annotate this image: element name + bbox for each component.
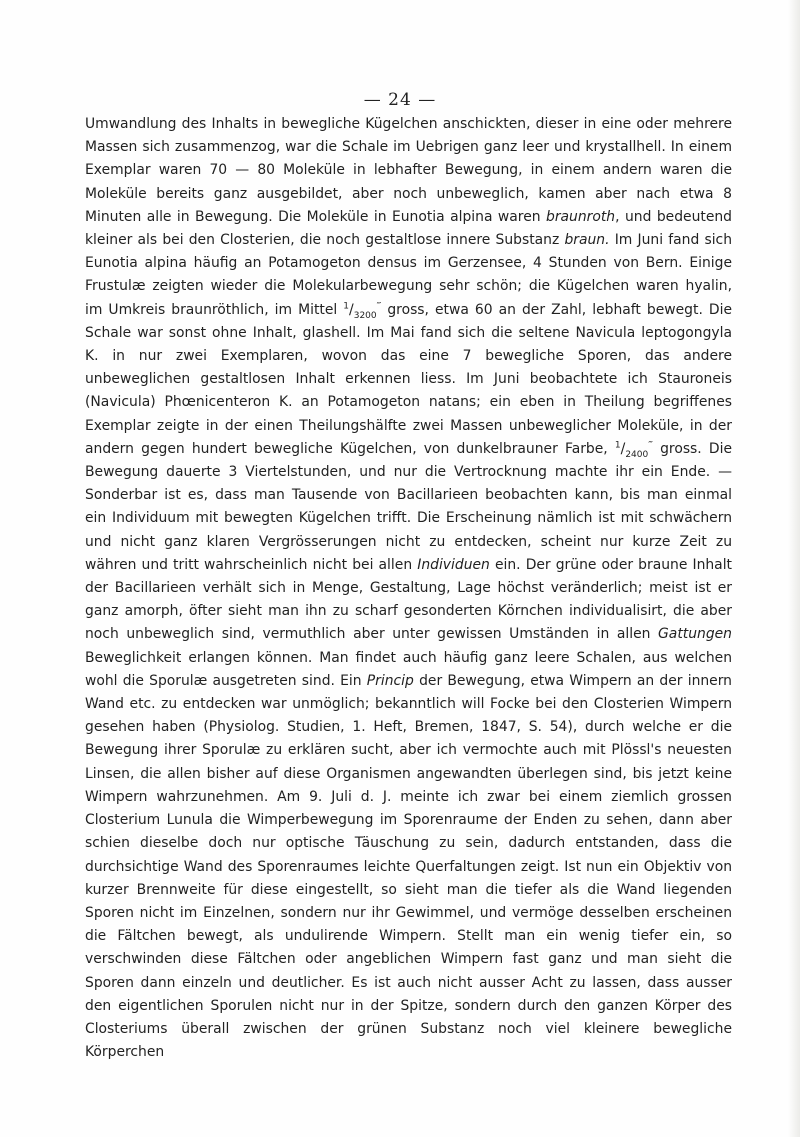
italic-term-braun: braun. — [564, 232, 610, 249]
fraction-denominator: 2400 — [625, 449, 649, 460]
fraction-numerator: 1 — [343, 301, 350, 311]
italic-term-princip: Princip — [366, 672, 414, 689]
text-run: Im Juni fand sich Eunotia alpina häufig an Potamogeton densus im Gerzensee, 4 Stunden von Bern. Einige Frustulæ zeigten wieder die Molekularbewegung sehr schön; die Kügelchen waren hyalin, im Umkreis braunröthlich, im Mittel — [85, 232, 732, 318]
page-edge-shadow — [788, 0, 800, 1137]
text-run: Umwandlung des Inhalts in bewegliche Kügelchen anschickten, dieser in eine oder mehrere Massen sich zusammenzog, war die Schale im Uebrigen ganz leer und krystallhell. In einem Exemplar waren 70 — 80 Moleküle in lebhafter Bewegung, in einem andern waren die Moleküle bereits ganz ausgebildet, aber noch unbeweglich, kamen aber nach etwa 8 Minuten alle in Bewegung. Die Moleküle in Eunotia alpina waren — [85, 116, 732, 225]
text-run: , und bedeutend kleiner als bei den Closterien, die noch gestaltlose innere Substanz — [85, 208, 732, 249]
text-run: ein. Der grüne oder braune Inhalt der Bacillarieen verhält sich in Menge, Gestaltung, Lage höchst veränderlich; meist ist er ganz amorph, öfter sieht man ihn zu scharf gesonderten Körnchen individualisirt, die aber noch unbeweglich sind, vermuthlich aber unter gewissen Umständen in allen — [85, 556, 732, 643]
text-run: gross. Die Bewegung dauerte 3 Viertelstunden, und nur die Vertrocknung machte ihr ein Ende. — Sonderbar ist es, dass man Tausende von Bacillarieen beobachten kann, bis man einmal ein Individuum mit bewegten Kügelchen trifft. Die Erscheinung nämlich ist mit schwächern und nicht ganz klaren Vergrösserungen nicht zu entdecken, scheint nur kurze Zeit zu währen und tritt wahrscheinlich nicht bei allen — [85, 440, 732, 573]
text-run: gross, etwa 60 an der Zahl, lebhaft bewegt. Die Schale war sonst ohne Inhalt, glashell. Im Mai fand sich die seltene Navicula leptogongyla K. in nur zwei Exemplaren, wovon das eine 7 bewegliche Sporen, das andere unbeweglichen gestaltlosen Inhalt erkennen liess. Im Juni beobachtete ich Stauroneis (Navicula) Phœnicenteron K. an Potamogeton natans; ein eben in Theilung begriffenes Exemplar zeigte in der einen Theilungshälfte zwei Massen unbeweglicher Moleküle, in der andern gegen hundert bewegliche Kügelchen, von dunkelbrauner Farbe, — [85, 301, 732, 457]
fraction-size-1: $^1/_{3200}^‴$ — [343, 301, 382, 321]
italic-term-individuen: Individuen — [417, 556, 490, 573]
text-run: der Bewegung, etwa Wimpern an der innern Wand etc. zu entdecken war unmöglich; bekanntlich will Focke bei den Closterien Wimpern gesehen haben (Physiolog. Studien, 1. Heft, Bremen, 1847, S. 54), durch welche er die Bewegung ihrer Sporulæ zu erklären sucht, aber ich vermochte auch mit Plössl's neuesten Linsen, die allen bisher auf diese Organismen angewandten überlegen sind, bis jetzt keine Wimpern wahrzunehmen. Am 9. Juli d. J. meinte ich zwar bei einem ziemlich grossen Closterium Lunula die Wimperbewegung im Sporenraume der Enden zu sehen, dann aber schien dieselbe doch nur optische Täuschung zu sein, dadurch entstanden, dass die durchsichtige Wand des Sporenraumes leichte Querfaltungen zeigt. Ist nun ein Objektiv von kurzer Brennweite für diese eingestellt, so sieht man die tiefer als die Wand liegenden Sporen nicht im Einzelnen, sondern nur ihr Gewimmel, und vermöge desselben erscheinen die Fältchen bewegt, als undulirende Wimpern. Stellt man ein wenig tiefer ein, so verschwinden diese Fältchen oder angeblichen Wimpern fast ganz und man sieht die Sporen dann einzeln und deutlicher. Es ist auch nicht ausser Acht zu lassen, dass ausser den eigentlichen Sporulen nicht nur in der Spitze, sondern durch den ganzen Körper des Closteriums überall zwischen der grünen Substanz noch viel kleinere bewegliche Körperchen — [85, 672, 732, 1061]
fraction-unit: ‴ — [648, 440, 653, 451]
fraction-unit: ‴ — [376, 301, 382, 311]
text-run: Beweglichkeit erlangen können. Man findet auch häufig ganz leere Schalen, aus welchen wohl die Sporulæ ausgetreten sind. Ein — [85, 649, 732, 689]
italic-term-gattungen: Gattungen — [658, 626, 732, 643]
fraction-numerator: 1 — [614, 440, 621, 451]
fraction-size-2: $^1/_{2400}^‴$ — [614, 440, 653, 460]
fraction-denominator: 3200 — [353, 310, 377, 321]
italic-term-braunroth: braunroth — [546, 208, 616, 225]
page-number: — 24 — — [363, 90, 437, 110]
body-paragraph — [85, 113, 732, 1064]
